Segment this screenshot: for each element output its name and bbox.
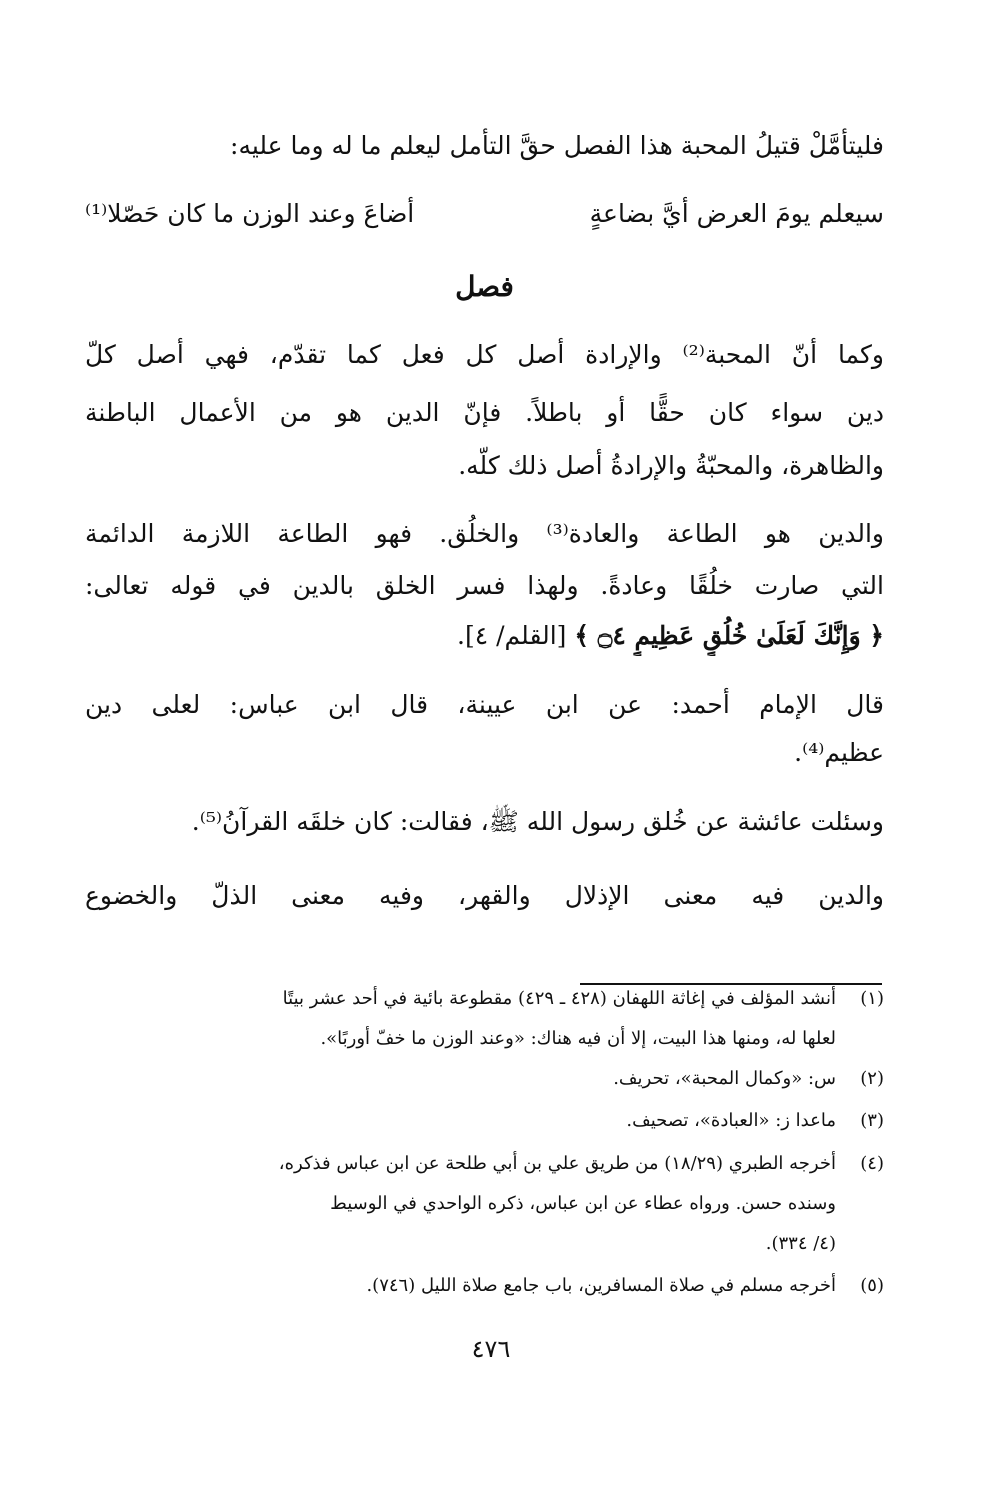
page-number: ٤٧٦: [471, 1335, 511, 1363]
footnote-2-number: (٢): [860, 1068, 884, 1089]
paragraph-2-line-2: التي صارت خلُقًا وعادةً. ولهذا فسر الخلق بالدين في قوله تعالى:: [85, 571, 884, 600]
paragraph-1-line-3: والظاهرة، والمحبّةُ والإرادةُ أصل ذلك كلّه.: [458, 451, 884, 480]
footnote-1-line-1: (١)أنشد المؤلف في إغاثة اللهفان (٤٢٨ ـ ٤٢٩) مقطوعة بائية في أحد عشر بيتًا: [85, 984, 884, 1014]
quran-reference: [القلم/ ٤].: [457, 621, 567, 650]
footnote-3-number: (٣): [860, 1110, 884, 1131]
intro-line: فليتأمَّلْ قتيلُ المحبة هذا الفصل حقَّ التأمل ليعلم ما له وما عليه:: [230, 131, 884, 160]
paragraph-3-line-2: عظيم⁽⁴⁾.: [794, 738, 884, 767]
verse-first-hemistich: سيعلم يومَ العرض أيَّ بضاعةٍ: [589, 199, 884, 228]
paragraph-1-line-2: دين سواء كان حقًّا أو باطلاً. فإنّ الدين هو من الأعمال الباطنة: [85, 398, 884, 427]
paragraph-2-line-1: والدين هو الطاعة والعادة⁽³⁾ والخلُق. فهو الطاعة اللازمة الدائمة: [85, 519, 884, 548]
quran-verse: ﴿ وَإِنَّكَ لَعَلَىٰ خُلُقٍ عَظِيمٍ ۝٤ ﴾: [574, 621, 884, 650]
paragraph-3-line-1: قال الإمام أحمد: عن ابن عيينة، قال ابن عباس: لعلى دين: [85, 690, 884, 719]
footnote-5-number: (٥): [860, 1275, 884, 1296]
footnote-4-line-3: (٤/ ٣٣٤).: [765, 1233, 836, 1254]
verse-second-hemistich: أضاعَ وعند الوزن ما كان حَصّلا⁽¹⁾: [85, 199, 415, 228]
footnote-2: (٢)س: «وكمال المحبة»، تحريف.: [85, 1064, 884, 1094]
footnote-4-line-2: وسنده حسن. ورواه عطاء عن ابن عباس، ذكره الواحدي في الوسيط: [330, 1193, 836, 1214]
paragraph-2-line-3: [85, 616, 884, 656]
footnote-4-line-1: (٤)أخرجه الطبري (١٨/٢٩) من طريق علي بن أبي طلحة عن ابن عباس فذكره،: [85, 1149, 884, 1179]
poetry-verse: [85, 194, 884, 234]
footnote-3: (٣)ماعدا ز: «العبادة»، تصحيف.: [85, 1106, 884, 1136]
paragraph-1-line-1: وكما أنّ المحبة⁽²⁾ والإرادة أصل كل فعل كما تقدّم، فهي أصل كلّ: [85, 340, 884, 369]
footnote-1-line-2: لعلها له، ومنها هذا البيت، إلا أن فيه هناك: «وعند الوزن ما خفّ أوربًا».: [320, 1028, 836, 1049]
section-heading: فصل: [455, 270, 514, 303]
footnote-1-number: (١): [860, 988, 884, 1009]
paragraph-5-line-1: والدين فيه معنى الإذلال والقهر، وفيه معنى الذلّ والخضوع: [85, 881, 884, 910]
footnote-4-number: (٤): [860, 1153, 884, 1174]
footnote-5: (٥)أخرجه مسلم في صلاة المسافرين، باب جامع صلاة الليل (٧٤٦).: [85, 1271, 884, 1301]
paragraph-4-line-1: وسئلت عائشة عن خُلق رسول الله ﷺ، فقالت: كان خلقَه القرآنُ⁽⁵⁾.: [191, 807, 884, 836]
